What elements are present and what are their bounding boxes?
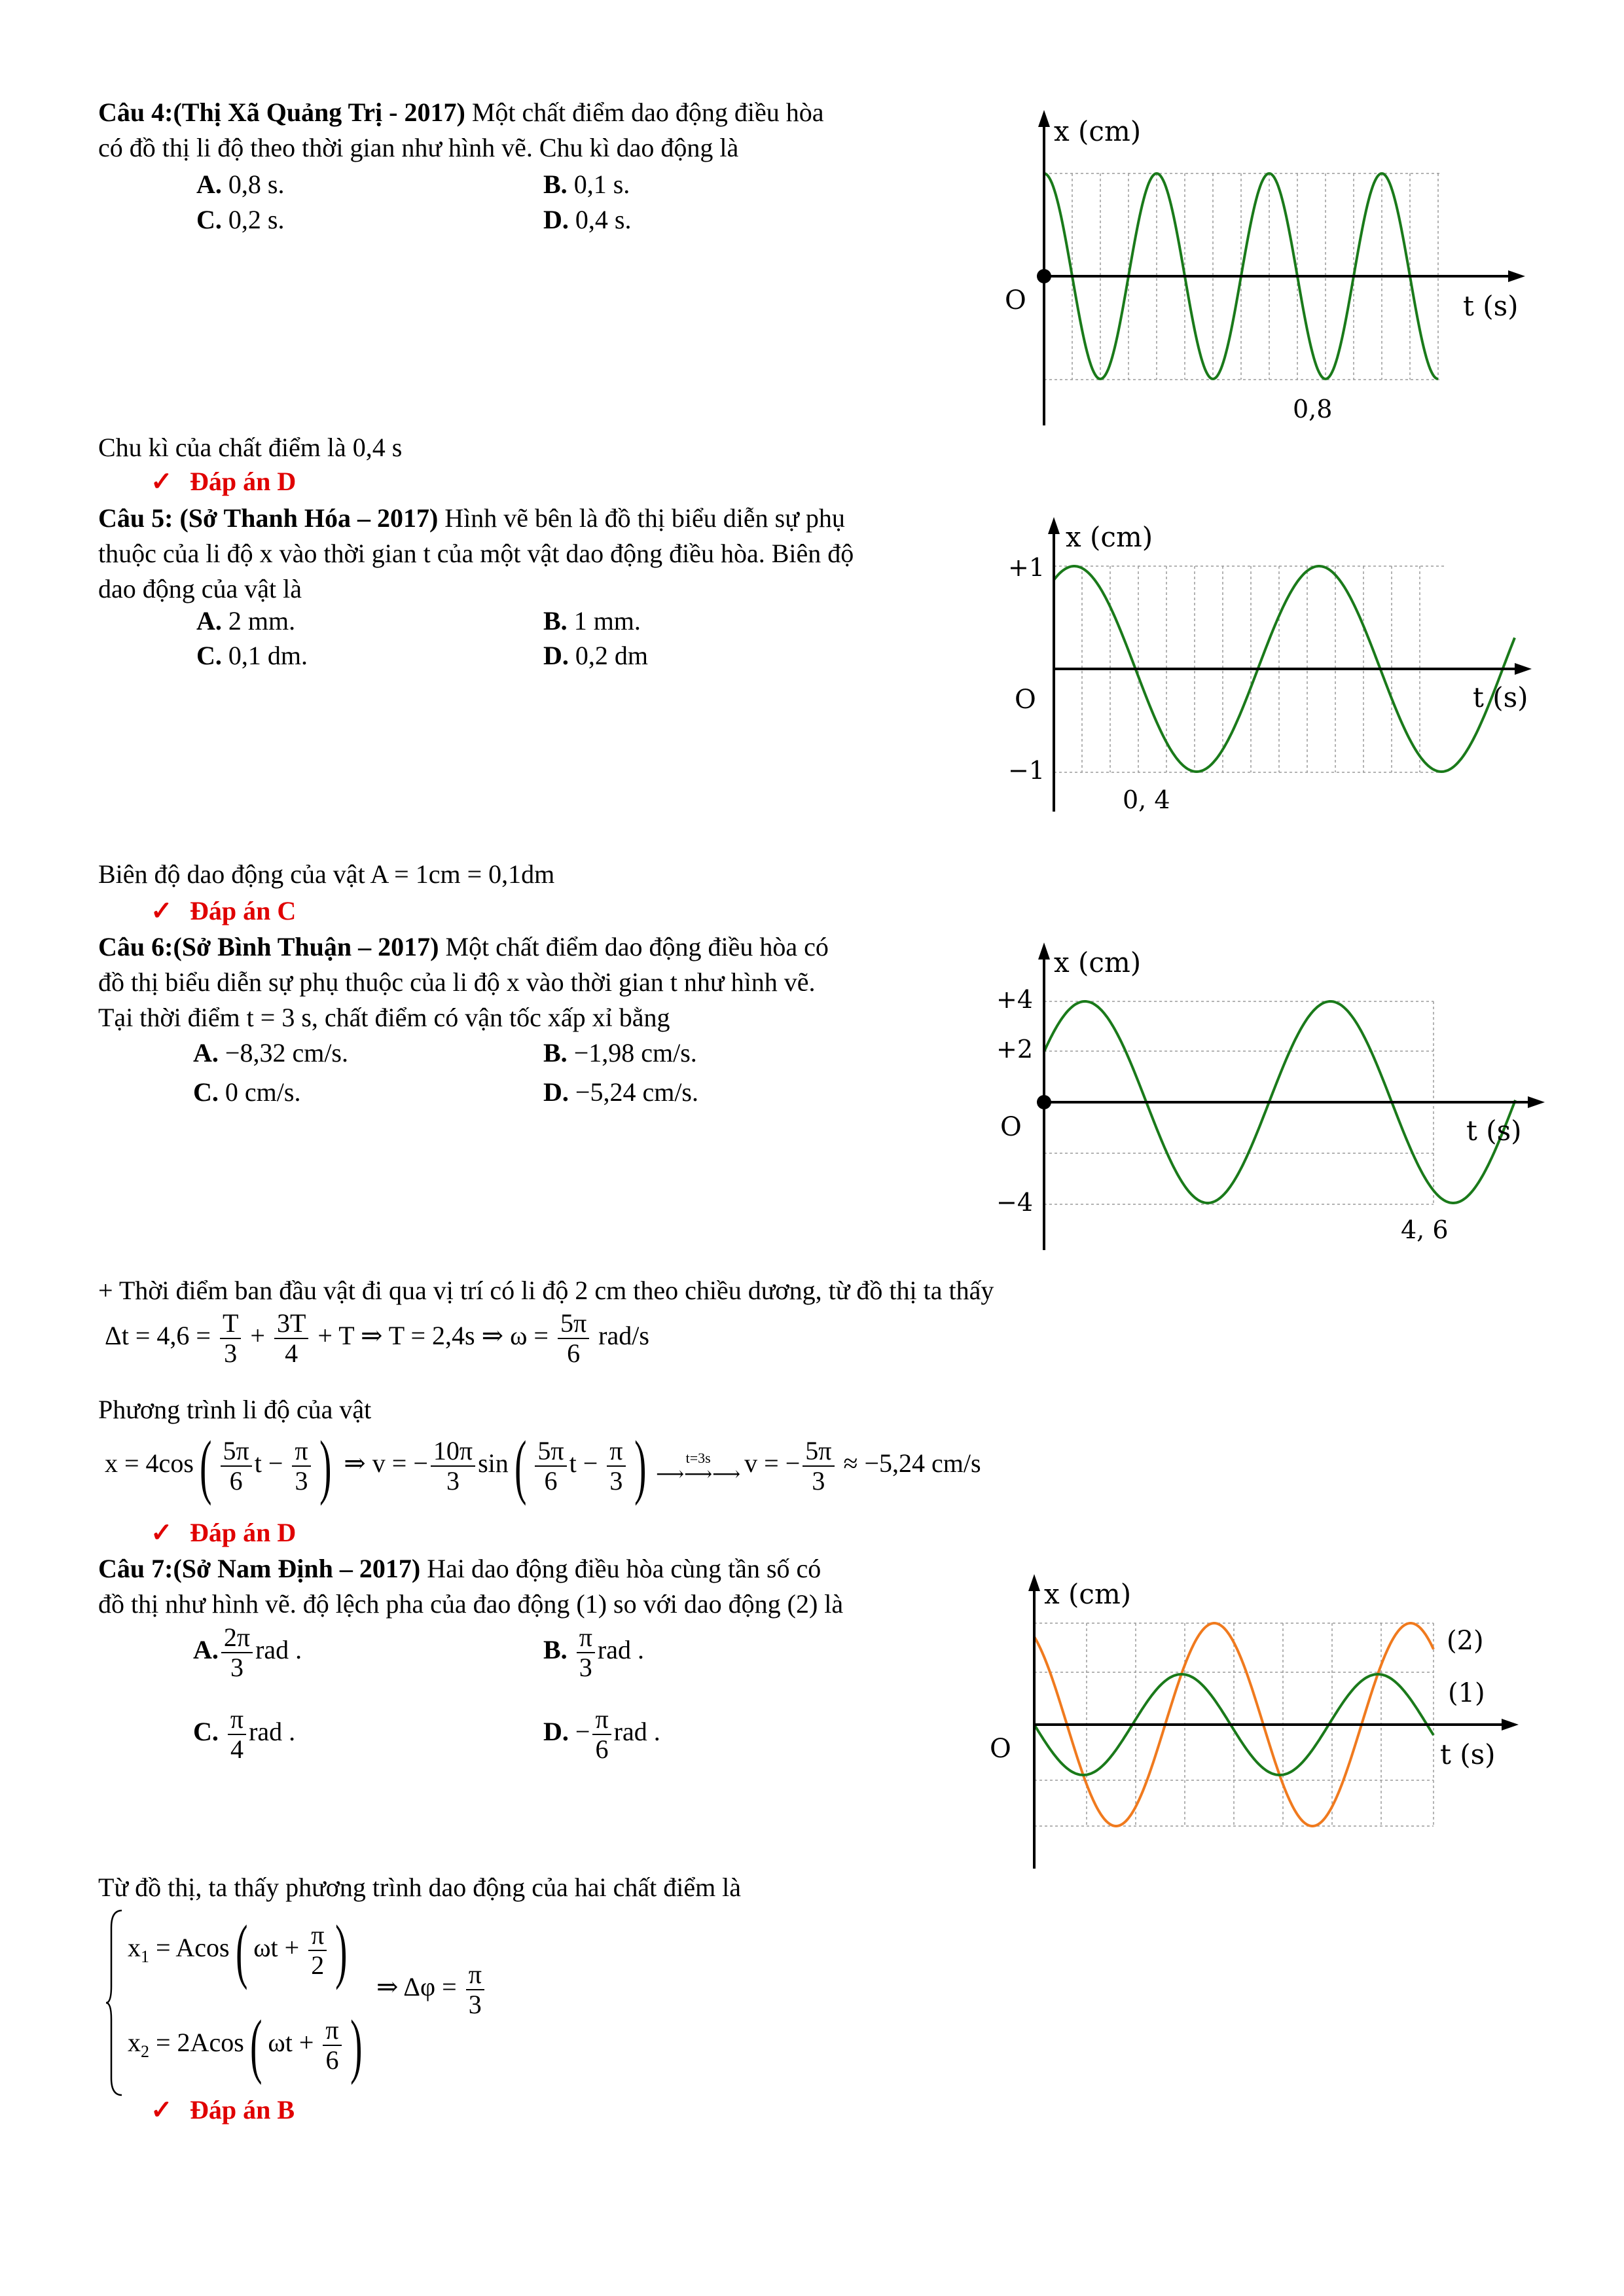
q5-option-c[interactable]: C. 0,1 dm. bbox=[196, 641, 308, 670]
q7-option-b[interactable]: B. $\frac{\pi}{3}$ rad . bbox=[543, 1623, 644, 1682]
q7-option-a[interactable]: A. $\frac{2\pi}{3}$ rad . bbox=[193, 1623, 302, 1682]
q6-y-2: +2 bbox=[996, 1035, 1034, 1064]
q4-text2: có đồ thị li độ theo thời gian như hình vẽ. Chu kì dao động là bbox=[98, 133, 739, 162]
q4-answer: ✓ Đáp án D bbox=[151, 467, 297, 496]
q6-equation-period: Δt = 4,6 = $\frac{T}{3}$ + $\frac{3T}{4}$ + T ⇒ T = 2,4s ⇒ ω = $\frac{5\pi}{6}$ rad/s bbox=[105, 1308, 649, 1368]
q4-option-d[interactable]: D. 0,4 s. bbox=[543, 205, 632, 234]
q5-y-top: +1 bbox=[1008, 553, 1045, 582]
q6-option-c[interactable]: C. 0 cm/s. bbox=[193, 1077, 301, 1107]
q7-label-1: (1) bbox=[1448, 1678, 1485, 1708]
q6-y-4: +4 bbox=[996, 985, 1034, 1014]
q7-origin: O bbox=[990, 1734, 1011, 1764]
q5-question bbox=[98, 501, 979, 607]
q5-origin: O bbox=[1015, 685, 1036, 715]
q5-y-label: x (cm) bbox=[1066, 521, 1153, 553]
q4-option-a[interactable]: A. 0,8 s. bbox=[196, 170, 285, 199]
q7-y-label: x (cm) bbox=[1044, 1578, 1132, 1610]
q6-solution-line1: + Thời điểm ban đầu vật đi qua vị trí có li độ 2 cm theo chiều dương, từ đồ thị ta thấy bbox=[98, 1276, 994, 1305]
q7-heading: Câu 7:(Sở Nam Định – 2017) bbox=[98, 1554, 421, 1583]
q6-question bbox=[98, 929, 979, 1035]
q5-heading: Câu 5: (Sở Thanh Hóa – 2017) bbox=[98, 503, 439, 533]
q6-solution-line2: Phương trình li độ của vật bbox=[98, 1395, 372, 1424]
q4-solution: Chu kì của chất điểm là 0,4 s bbox=[98, 433, 403, 462]
q6-heading: Câu 6:(Sở Bình Thuận – 2017) bbox=[98, 932, 439, 961]
q6-option-b[interactable]: B. −1,98 cm/s. bbox=[543, 1038, 697, 1067]
q6-option-d[interactable]: D. −5,24 cm/s. bbox=[543, 1077, 698, 1107]
q7-option-c[interactable]: C. $\frac{\pi}{4}$ rad . bbox=[193, 1704, 296, 1764]
q5-answer: ✓ Đáp án C bbox=[151, 896, 297, 925]
q7-solution-line1: Từ đồ thị, ta thấy phương trình dao động của hai chất điểm là bbox=[98, 1873, 742, 1902]
check-icon: ✓ bbox=[151, 896, 173, 925]
q5-tick: 0, 4 bbox=[1123, 785, 1170, 814]
q7-text2: đồ thị như hình vẽ. độ lệch pha của đao động (1) so với dao động (2) là bbox=[98, 1589, 844, 1619]
q6-option-a[interactable]: A. −8,32 cm/s. bbox=[193, 1038, 348, 1067]
q7-label-2: (2) bbox=[1447, 1626, 1484, 1656]
q7-answer: ✓ Đáp án B bbox=[151, 2095, 295, 2125]
q4-question bbox=[98, 95, 979, 166]
q4-heading: Câu 4:(Thị Xã Quảng Trị - 2017) bbox=[98, 98, 465, 127]
q4-origin: O bbox=[1005, 285, 1026, 315]
q6-text2: đồ thị biểu diễn sự phụ thuộc của li độ x vào thời gian t như hình vẽ. bbox=[98, 967, 816, 997]
q5-option-a[interactable]: A. 2 mm. bbox=[196, 606, 296, 636]
q5-option-d[interactable]: D. 0,2 dm bbox=[543, 641, 649, 670]
check-icon: ✓ bbox=[151, 1518, 173, 1547]
q5-text3: dao động của vật là bbox=[98, 574, 302, 603]
q5-solution: Biên độ dao động của vật A = 1cm = 0,1dm bbox=[98, 859, 555, 889]
q6-y-label: x (cm) bbox=[1054, 946, 1142, 978]
q4-text1: Một chất điểm dao động điều hòa bbox=[465, 98, 824, 127]
q4-y-label: x (cm) bbox=[1054, 115, 1142, 147]
q6-tick: 4, 6 bbox=[1401, 1215, 1449, 1244]
q6-x-label: t (s) bbox=[1466, 1115, 1522, 1147]
q6-origin: O bbox=[1000, 1112, 1022, 1142]
q5-option-b[interactable]: B. 1 mm. bbox=[543, 606, 641, 636]
q5-text2: thuộc của li độ x vào thời gian t của một vật dao động điều hòa. Biên độ bbox=[98, 539, 854, 568]
q4-tick: 0,8 bbox=[1293, 395, 1333, 423]
q6-text3: Tại thời điểm t = 3 s, chất điểm có vận tốc xấp xỉ bằng bbox=[98, 1003, 670, 1032]
q7-system: $x_1 = Acos$( ωt + $\frac{\pi}{2}$ ) $x_2 = 2Acos$( ωt + $\frac{\pi}{6}$ ) ⇒ Δφ = $\frac{\pi}{3}$ bbox=[98, 1905, 556, 2101]
q4-graph bbox=[982, 105, 1532, 439]
q4-option-c[interactable]: C. 0,2 s. bbox=[196, 205, 285, 234]
q5-graph bbox=[988, 511, 1538, 825]
q6-graph bbox=[982, 936, 1558, 1257]
check-icon: ✓ bbox=[151, 467, 173, 496]
q6-y-minus4: −4 bbox=[996, 1188, 1034, 1217]
q4-x-label: t (s) bbox=[1463, 290, 1519, 322]
q7-graph bbox=[982, 1568, 1532, 1875]
q6-equation-velocity: x = 4cos( $\frac{5\pi}{6}$ t − $\frac{\pi}{3}$ ) ⇒ v = − $\frac{10\pi}{3}$ sin( $\frac{5\pi}{6}$ t − $\frac{\pi}{3}$ ) t=3s ⟶⟶⟶ v = − $\frac{5\pi}{3}$ ≈ −5,24 cm/s bbox=[105, 1426, 981, 1506]
q5-x-label: t (s) bbox=[1473, 681, 1528, 713]
check-icon: ✓ bbox=[151, 2095, 173, 2125]
q6-text1: Một chất điểm dao động điều hòa có bbox=[439, 932, 829, 961]
q4-option-b[interactable]: B. 0,1 s. bbox=[543, 170, 630, 199]
q7-option-d[interactable]: D. − $\frac{\pi}{6}$ rad . bbox=[543, 1704, 660, 1764]
q7-question bbox=[98, 1551, 979, 1622]
q6-answer: ✓ Đáp án D bbox=[151, 1518, 297, 1547]
q5-text1: Hình vẽ bên là đồ thị biểu diễn sự phụ bbox=[438, 503, 845, 533]
q5-y-bottom: −1 bbox=[1008, 756, 1045, 785]
q7-text1: Hai dao động điều hòa cùng tần số có bbox=[420, 1554, 821, 1583]
q7-x-label: t (s) bbox=[1440, 1738, 1496, 1770]
brace-icon bbox=[105, 1908, 124, 2098]
